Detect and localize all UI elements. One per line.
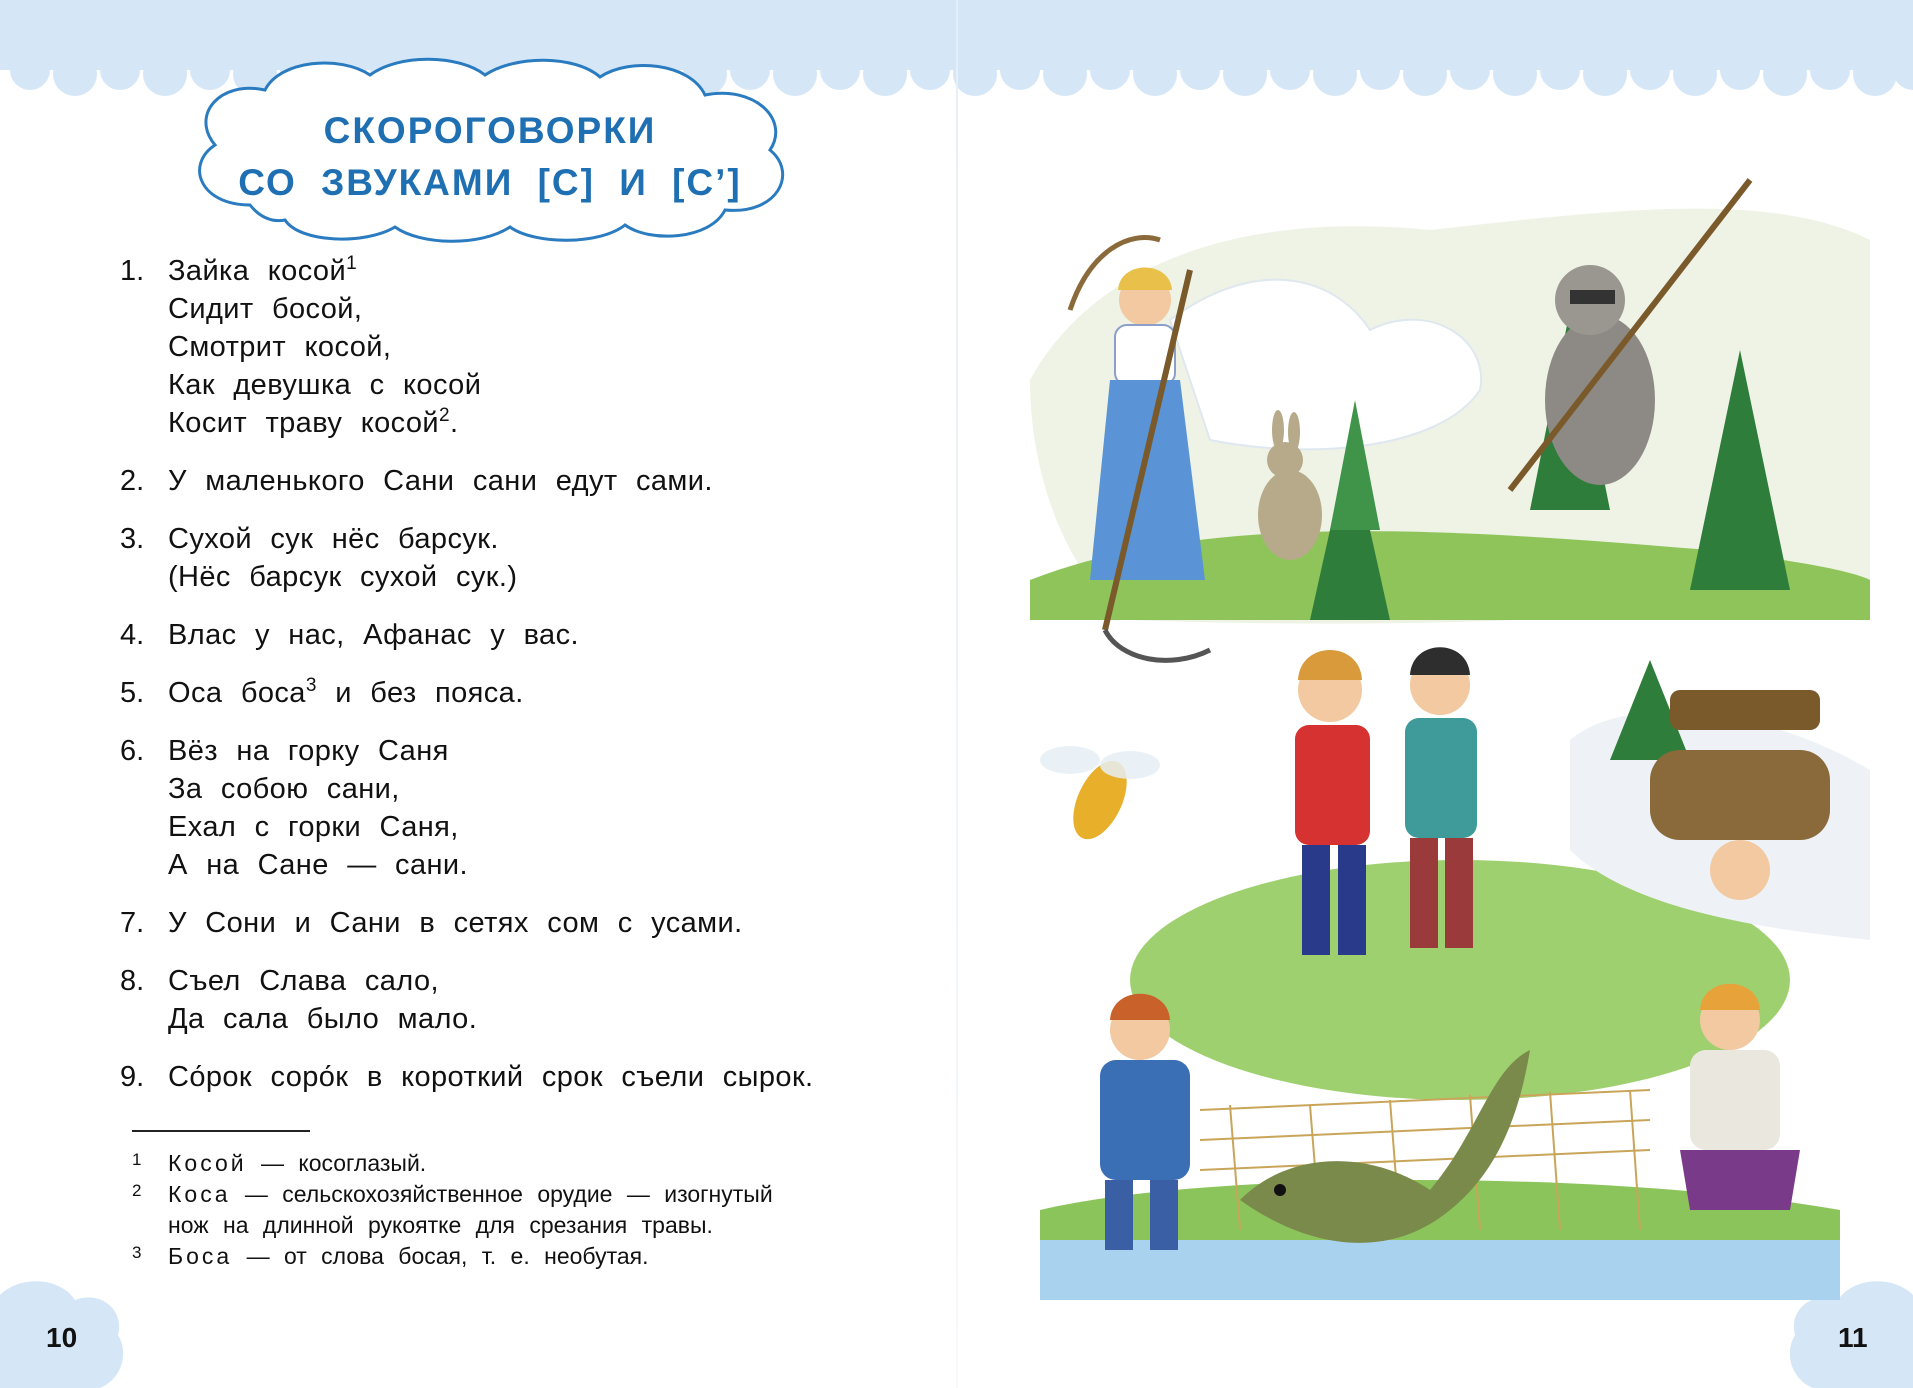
twister-number: 7. — [120, 907, 145, 939]
footnote-number: 3 — [132, 1243, 142, 1262]
twister-1 — [120, 252, 920, 442]
twister-line: Съел Слава сало, — [168, 965, 439, 997]
twister-2 — [120, 462, 920, 500]
footnote-divider — [132, 1130, 310, 1132]
twister-number: 8. — [120, 965, 145, 997]
page-number-left: 10 — [46, 1322, 78, 1353]
twister-line: Влас у нас, Афанас у вас. — [168, 619, 579, 651]
twister-number: 1. — [120, 255, 145, 287]
footnote-mark: 1 — [346, 253, 358, 274]
twister-number: 2. — [120, 465, 145, 497]
twister-line: У Сони и Сани в сетях сом с усами. — [168, 907, 743, 939]
twister-7 — [120, 904, 920, 942]
twister-line: Как девушка с косой — [168, 369, 482, 401]
footnote-definition-continued: нож на длинной рукоятке для срезания травы. — [168, 1212, 713, 1238]
footnote-definition: — косоглазый. — [246, 1150, 427, 1176]
footnotes — [132, 1148, 892, 1272]
twister-4 — [120, 616, 920, 654]
twister-number: 3. — [120, 523, 145, 555]
twister-line: Ехал с горки Саня, — [168, 811, 459, 843]
footnote-definition: — сельскохозяйственное орудие — изогнутый — [230, 1181, 773, 1207]
twister-line: За собою сани, — [168, 773, 400, 805]
page-title — [180, 105, 800, 209]
footnote-term: Косой — [168, 1150, 247, 1176]
twister-line: У маленького Сани сани едут сами. — [168, 465, 713, 497]
page-spine — [956, 0, 958, 1388]
twister-line: Зайка косой$^1$ — [168, 253, 358, 287]
twister-line: Сухой сук нёс барсук. — [168, 523, 499, 555]
page-number-right: 11 — [1838, 1322, 1868, 1353]
twister-line: А на Сане — сани. — [168, 849, 468, 881]
footnote-mark: 2 — [439, 405, 450, 426]
footnote-mark: 3 — [305, 675, 317, 696]
footnote-number: 1 — [132, 1150, 142, 1169]
twister-line: Смотрит косой, — [168, 331, 392, 363]
twister-5 — [120, 674, 920, 712]
mowing-scene — [1030, 180, 1870, 660]
twister-line: Косит траву косой$^2$. — [168, 405, 459, 439]
twister-line: (Нёс барсук сухой сук.) — [168, 561, 518, 593]
footnote-term: Боса — [168, 1243, 233, 1269]
twister-number: 6. — [120, 735, 145, 767]
twister-number: 5. — [120, 677, 145, 709]
twister-number: 9. — [120, 1061, 145, 1093]
footnote-2 — [132, 1179, 892, 1241]
title-line-1: СКОРОГОВОРКИ — [323, 110, 657, 151]
footnote-3 — [132, 1241, 892, 1272]
twister-line: Да сала было мало. — [168, 1003, 478, 1035]
twister-line: Сидит босой, — [168, 293, 363, 325]
twister-line: Со́рок соро́к в короткий срок съели сырок. — [168, 1061, 814, 1093]
twister-number: 4. — [120, 619, 145, 651]
tongue-twister-list — [120, 252, 920, 1116]
twister-8 — [120, 962, 920, 1038]
illustration — [1010, 150, 1890, 1310]
footnote-number: 2 — [132, 1181, 142, 1200]
twister-3 — [120, 520, 920, 596]
twister-line: Оса боса$^3$ и без пояса. — [168, 675, 524, 709]
footnote-term: Коса — [168, 1181, 231, 1207]
title-line-2: СО ЗВУКАМИ [С] И [С’] — [238, 162, 742, 203]
twister-line: Вёз на горку Саня — [168, 735, 449, 767]
footnote-definition: — от слова босая, т. е. необутая. — [232, 1243, 649, 1269]
wasp — [1040, 746, 1160, 847]
twister-9 — [120, 1058, 920, 1096]
twister-6 — [120, 732, 920, 884]
footnote-1 — [132, 1148, 892, 1179]
